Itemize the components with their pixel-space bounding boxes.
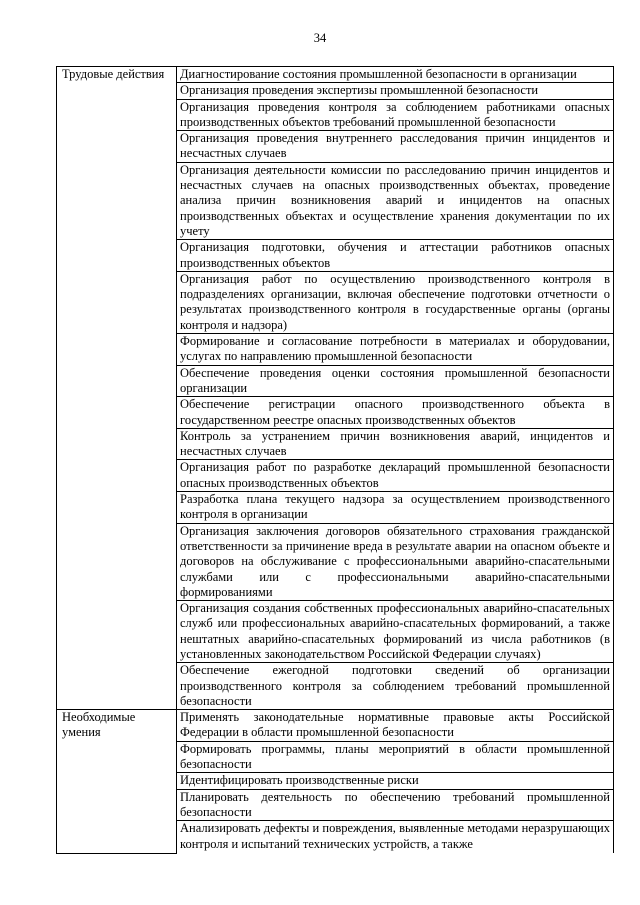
skill-item: Применять законодательные нормативные правовые акты Российской Федерации в области промышленной безопасности <box>180 710 610 740</box>
labor-action-item: Организация заключения договоров обязательного страхования гражданской ответственности за причинение вреда в результате аварии на опасном объекте и договоров на обслуживание с профессиональными аварийно-спасательными службами или с профессиональными аварийно-спасательными формированиями <box>180 523 610 599</box>
table-cell <box>177 365 614 397</box>
skill-item: Идентифицировать производственные риски <box>180 773 419 788</box>
labor-action-item: Диагностирование состояния промышленной безопасности в организации <box>180 67 577 81</box>
table-cell <box>177 460 614 492</box>
labor-action-item: Разработка плана текущего надзора за осуществлением производственного контроля в организации <box>180 492 610 522</box>
competency-table <box>56 66 614 854</box>
table-cell <box>177 240 614 272</box>
labor-action-item: Обеспечение проведения оценки состояния промышленной безопасности организации <box>180 365 610 395</box>
table-cell <box>177 492 614 524</box>
labor-action-item: Обеспечение регистрации опасного производственного объекта в государственном реестре опасных производственных объектов <box>180 397 610 427</box>
table-cell <box>177 601 614 663</box>
section-label: Трудовые действия <box>62 67 165 81</box>
table-cell <box>177 773 614 789</box>
table-cell <box>177 99 614 131</box>
skill-item: Формировать программы, планы мероприятий в области промышленной безопасности <box>180 741 610 772</box>
labor-action-item: Организация работ по разработке деклараций промышленной безопасности опасных производственных объектов <box>180 460 610 490</box>
table-row <box>57 710 614 742</box>
table-cell <box>177 83 614 99</box>
table-cell <box>177 523 614 600</box>
page-number: 34 <box>313 31 327 45</box>
table-cell <box>177 271 614 333</box>
section-label-cell <box>57 710 177 854</box>
labor-action-item: Обеспечение ежегодной подготовки сведений об организации производственного контроля за соблюдением требований промышленной безопасности <box>180 663 610 708</box>
table-cell <box>177 334 614 366</box>
table-cell <box>177 397 614 429</box>
labor-action-item: Организация проведения экспертизы промышленной безопасности <box>180 83 539 98</box>
table-cell <box>177 162 614 239</box>
labor-action-item: Организация подготовки, обучения и аттестации работников опасных производственных объектов <box>180 240 610 270</box>
labor-action-item: Организация создания собственных профессиональных аварийно-спасательных служб или профессиональных аварийно-спасательных формирований, а также нештатных аварийно-спасательных формирований из числа работников (в установленных законодательством Российской Федерации случаях) <box>180 601 610 661</box>
table-cell <box>177 428 614 460</box>
labor-action-item: Организация деятельности комиссии по расследованию причин инцидентов и несчастных случаев на опасных производственных объектах, проведение анализа причин возникновения аварий и инцидентов на опасных производственных объектах и осуществление хранения документации по их учету <box>180 162 610 238</box>
section-label-cell <box>57 67 177 710</box>
skill-item: Анализировать дефекты и повреждения, выявленные методами неразрушающих контроля и испытаний технических устройств, а также <box>180 821 610 851</box>
table-row <box>57 67 614 83</box>
table-cell <box>177 741 614 773</box>
table-cell <box>177 710 614 742</box>
labor-action-item: Организация работ по осуществлению производственного контроля в подразделениях организации, включая обеспечение подготовки отчетности о результатах производственного контроля в государственные органы (органы контроля и надзора) <box>180 271 610 332</box>
labor-action-item: Контроль за устранением причин возникновения аварий, инцидентов и несчастных случаев <box>180 428 610 459</box>
table-cell <box>177 67 614 83</box>
table-cell <box>177 789 614 821</box>
section-label: Необходимые умения <box>62 710 136 740</box>
table-cell <box>177 131 614 163</box>
continued-cell-content <box>180 821 610 853</box>
skill-item: Планировать деятельность по обеспечению требований промышленной безопасности <box>180 789 610 819</box>
labor-action-item: Организация проведения внутреннего расследования причин инцидентов и несчастных случаев <box>180 131 610 161</box>
table-cell <box>177 663 614 710</box>
labor-action-item: Организация проведения контроля за соблюдением работниками опасных производственных объектов требований промышленной безопасности <box>180 99 610 129</box>
labor-action-item: Формирование и согласование потребности в материалах и оборудовании, услугах по направлению промышленной безопасности <box>180 334 610 364</box>
table-cell <box>177 821 614 854</box>
